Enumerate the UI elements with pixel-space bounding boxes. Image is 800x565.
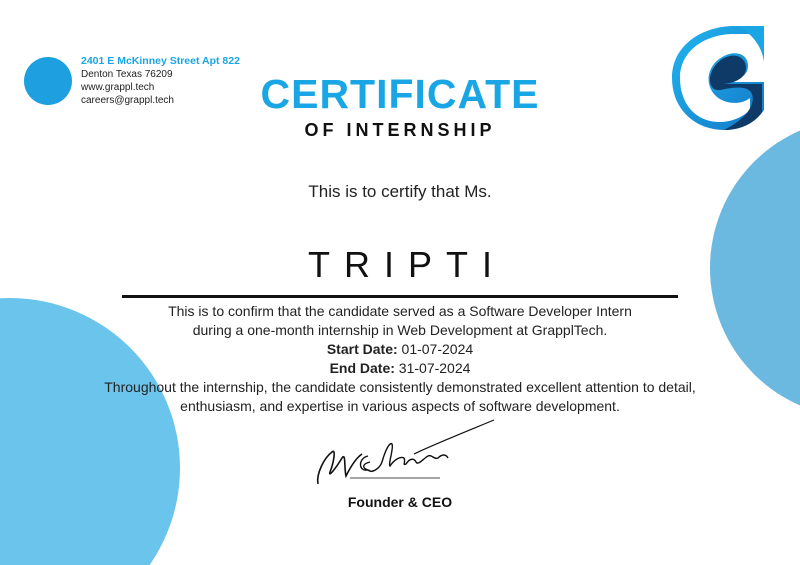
start-date-value: 01-07-2024 [401,341,474,357]
certificate-title: CERTIFICATE [260,71,540,117]
end-date-label: End Date: [329,360,395,376]
name-underline [122,295,678,298]
body-line-1: This is to confirm that the candidate served as a Software Developer Intern [168,303,632,319]
body-line-2: during a one-month internship in Web Development at GrapplTech. [192,322,608,338]
signature-image [310,418,500,490]
address-website: www.grappl.tech [81,82,155,93]
recipient-name: TRIPTI [308,244,506,285]
closing-statement: Throughout the internship, the candidate consistently demonstrated excellent attention to detail, enthusiasm, and expertise in various aspects of software development. [104,379,696,414]
end-date-value: 31-07-2024 [398,360,471,376]
certificate-body [104,302,696,416]
address-email: careers@grappl.tech [81,95,174,106]
certificate-subtitle: OF INTERNSHIP [304,120,496,140]
start-date [120,340,680,359]
start-date-label: Start Date: [326,341,398,357]
signatory-role: Founder & CEO [347,494,453,510]
certify-intro: This is to certify that Ms. [308,182,492,201]
address-city: Denton Texas 76209 [81,69,173,80]
end-date [120,359,680,378]
address-street: 2401 E McKinney Street Apt 822 [81,55,240,67]
